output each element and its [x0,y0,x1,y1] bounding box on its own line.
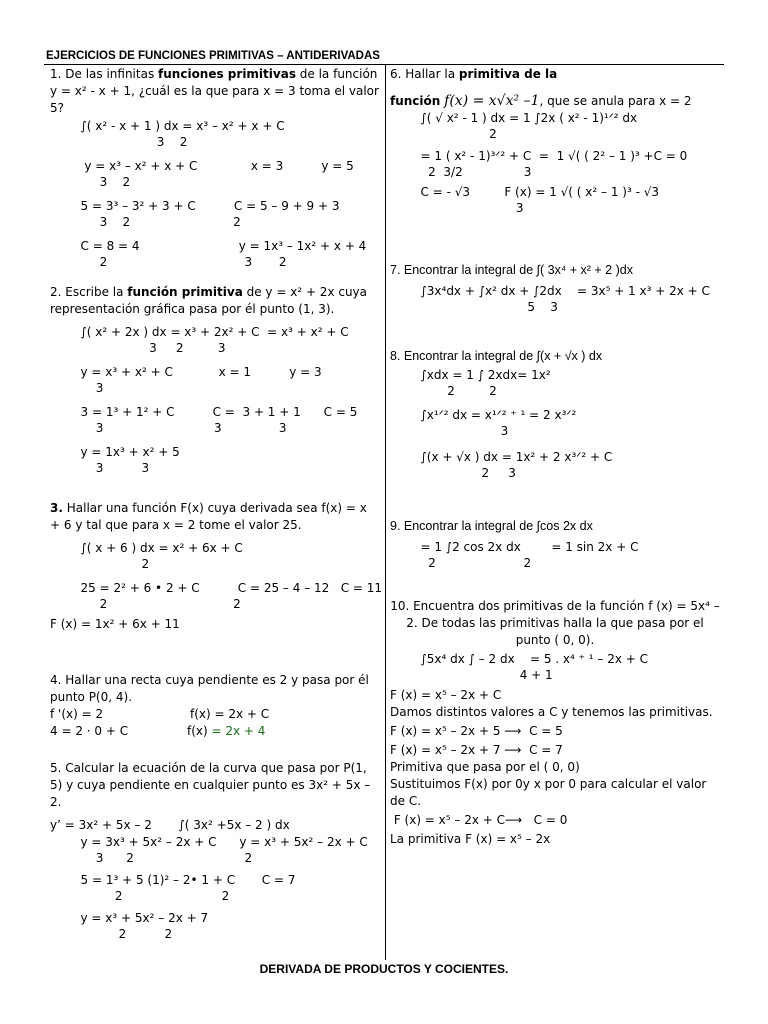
exercise-2 [50,284,380,478]
exercise-10-primitive-2: F (x) = x⁵ – 2x + 7 ⟶ C = 7 [390,743,563,757]
exercise-10-statement: 10. Encuentra dos primitivas de la función f (x) = 5x⁴ – 2. De todas las primitivas halla la que pasa por el punto ( 0, 0). [390,599,720,647]
exercise-1-result: C = 8 = 4 y = 1x³ – 1x² + x + 4 2 3 2 [80,239,367,269]
exercise-4-statement: 4. Hallar una recta cuya pendiente es 2 y pasa por él punto P(0, 4). [50,673,369,704]
exercise-1-statement: 1. De las infinitas funciones primitivas de la función y = x² - x + 1, ¿cuál es la que para x = 3 toma el valor 5? [50,67,379,115]
exercise-7 [390,262,720,317]
exercise-1-integral: ∫( x² - x + 1 ) dx = x³ – x² + x + C 3 2 [80,119,285,149]
exercise-2-statement: 2. Escribe la función primitiva de y = x² + 2x cuya representación gráfica pasa por él punto (1, 3). [50,285,368,316]
exercise-9-statement: 9. Encontrar la integral de ∫cos 2x dx [390,519,593,533]
exercise-4-line-1: f '(x) = 2 f(x) = 2x + C [50,707,270,721]
exercise-10 [390,598,720,848]
exercise-6-statement-1: 6. Hallar la primitiva de la [390,67,558,81]
exercise-9 [390,518,720,573]
exercise-8-statement: 8. Encontrar la integral de ∫(x + √x ) dx [390,349,603,363]
exercise-6-evaluation: = 1 ( x² - 1)³ᐟ² + C = 1 √( ( 2² – 1 )³ +C = 0 2 3/2 3 [420,149,688,179]
exercise-10-integral: ∫5x⁴ dx ∫ – 2 dx = 5 . x⁴ ⁺ ¹ – 2x + C 4 + 1 [420,652,649,682]
exercise-10-general: F (x) = x⁵ – 2x + C [390,688,502,702]
exercise-10-origin-text: Primitiva que pasa por el ( 0, 0) [390,760,580,774]
exercise-5-result: y = x³ + 5x² – 2x + 7 2 2 [80,911,209,941]
exercise-8-result: ∫(x + √x ) dx = 1x² + 2 x³ᐟ² + C 2 3 [420,450,613,480]
exercise-4-answer: = 2x + 4 [211,724,266,738]
document-footer: DERIVADA DE PRODUCTOS Y COCIENTES. [259,962,509,976]
exercise-6-result: C = - √3 F (x) = 1 √( ( x² – 1 )³ - √3 3 [420,185,660,215]
exercise-2-general: y = x³ + x² + C x = 1 y = 3 3 [80,365,322,395]
exercise-5-integral: y = 3x³ + 5x² – 2x + C y = x³ + 5x² – 2x + C 3 2 2 [80,835,368,865]
exercise-2-substitution: 3 = 1³ + 1² + C C = 3 + 1 + 1 C = 5 3 3 3 [80,405,358,435]
exercise-10-constant: F (x) = x⁵ – 2x + C⟶ C = 0 [390,813,568,827]
exercise-6-formula: f(x) = x√x² –1 [444,93,540,109]
exercise-4-line-2: 4 = 2 · 0 + C f(x) = 2x + 4 [50,724,266,738]
exercise-4 [50,672,380,740]
exercise-9-solution: = 1 ∫2 cos 2x dx = 1 sin 2x + C 2 2 [420,540,639,570]
exercise-10-result: La primitiva F (x) = x⁵ – 2x [390,832,551,846]
exercise-6 [390,66,720,218]
exercise-10-substitution-text: Sustituimos F(x) por 0y x por 0 para calcular el valor de C. [390,777,707,808]
exercise-3-integral: ∫( x + 6 ) dx = x² + 6x + C 2 [80,541,243,571]
exercise-3-substitution: 25 = 2² + 6 • 2 + C C = 25 – 4 – 12 C = 11 2 2 [80,581,383,611]
exercise-1-general: y = x³ – x² + x + C x = 3 y = 5 3 2 [80,159,354,189]
header-rule [44,64,724,65]
exercise-10-note: Damos distintos valores a C y tenemos las primitivas. [390,705,713,719]
exercise-6-statement-2: función f(x) = x√x² –1, que se anula para x = 2 [390,93,692,109]
exercise-1 [50,66,380,272]
exercise-8-part-1: ∫xdx = 1 ∫ 2xdx= 1x² 2 2 [420,368,551,398]
exercise-8 [390,348,720,483]
document-title: EJERCICIOS DE FUNCIONES PRIMITIVAS – ANTIDERIVADAS [46,50,380,62]
exercise-5 [50,760,380,944]
exercise-1-substitution: 5 = 3³ – 3² + 3 + C C = 5 – 9 + 9 + 3 3 2 2 [80,199,340,229]
exercise-7-statement: 7. Encontrar la integral de ∫( 3x⁴ + x² + 2 )dx [390,263,633,277]
exercise-2-integral: ∫( x² + 2x ) dx = x³ + 2x² + C = x³ + x² + C 3 2 3 [80,325,349,355]
exercise-2-result: y = 1x³ + x² + 5 3 3 [80,445,180,475]
exercise-5-substitution: 5 = 1³ + 5 (1)² – 2• 1 + C C = 7 2 2 [80,873,296,903]
exercise-3-result: F (x) = 1x² + 6x + 11 [50,617,180,631]
exercise-6-integral: ∫( √ x² - 1 ) dx = 1 ∫2x ( x² - 1)¹ᐟ² dx 2 [420,111,638,141]
exercise-5-derivative: y’ = 3x² + 5x – 2 ∫( 3x² +5x – 2 ) dx [50,818,290,832]
exercise-7-solution: ∫3x⁴dx + ∫x² dx + ∫2dx = 3x⁵ + 1 x³ + 2x + C 5 3 [420,284,710,314]
exercise-5-statement: 5. Calcular la ecuación de la curva que pasa por P(1, 5) y cuya pendiente en cualquier punto es 3x² + 5x – 2. [50,761,371,809]
column-divider [385,64,386,960]
exercise-3-statement: 3. Hallar una función F(x) cuya derivada sea f(x) = x + 6 y tal que para x = 2 tome el valor 25. [50,501,367,532]
exercise-8-part-2: ∫x¹ᐟ² dx = x¹ᐟ² ⁺ ¹ = 2 x³ᐟ² 3 [420,408,577,438]
exercise-3 [50,500,383,633]
exercise-10-primitive-1: F (x) = x⁵ – 2x + 5 ⟶ C = 5 [390,724,563,738]
